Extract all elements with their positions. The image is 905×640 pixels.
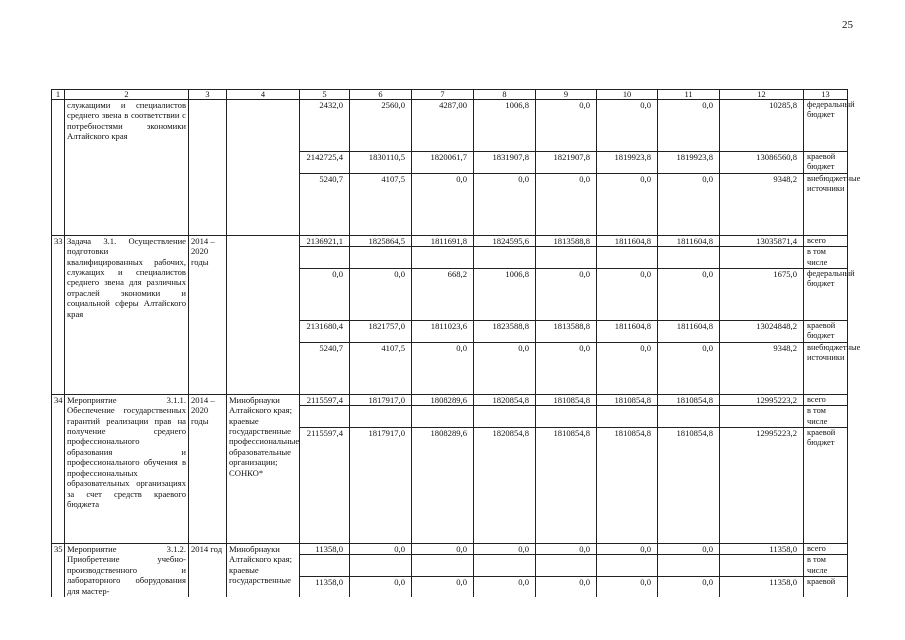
value-cell: 1823588,8 (474, 321, 536, 343)
table-row (52, 100, 848, 152)
value-cell: 5240,7 (300, 173, 350, 235)
value-cell (300, 247, 350, 269)
value-cell: 1810854,8 (536, 428, 597, 544)
total-cell (720, 406, 804, 428)
value-cell: 1811604,8 (658, 321, 720, 343)
value-cell: 0,0 (474, 577, 536, 597)
value-cell: 0,0 (597, 269, 658, 321)
total-cell (720, 555, 804, 577)
value-cell: 0,0 (658, 173, 720, 235)
value-cell: 0,0 (536, 100, 597, 152)
executor-cell (227, 235, 300, 394)
value-cell: 2142725,4 (300, 152, 350, 174)
page-number: 25 (842, 19, 853, 31)
value-cell: 1006,8 (474, 269, 536, 321)
value-cell: 1810854,8 (597, 394, 658, 405)
item-description: Мероприятие 3.1.2. Приобретение учебно-производственного и лабораторного оборудования для мастер- (65, 544, 189, 597)
value-cell (350, 555, 412, 577)
funding-source: краевой бюджет (804, 321, 848, 343)
value-cell: 0,0 (474, 544, 536, 555)
value-cell: 1810854,8 (658, 394, 720, 405)
value-cell: 1811604,8 (658, 235, 720, 246)
value-cell: 1811604,8 (597, 235, 658, 246)
value-cell: 5240,7 (300, 342, 350, 394)
column-header: 9 (536, 90, 597, 100)
value-cell: 1824595,6 (474, 235, 536, 246)
value-cell (350, 247, 412, 269)
value-cell: 0,0 (597, 173, 658, 235)
value-cell: 1821907,8 (536, 152, 597, 174)
column-header: 10 (597, 90, 658, 100)
budget-table (51, 89, 861, 597)
total-cell: 1675,0 (720, 269, 804, 321)
column-header: 3 (189, 90, 227, 100)
value-cell: 2136921,1 (300, 235, 350, 246)
column-header: 12 (720, 90, 804, 100)
value-cell: 4107,5 (350, 173, 412, 235)
value-cell: 2115597,4 (300, 428, 350, 544)
value-cell: 0,0 (536, 269, 597, 321)
value-cell: 1808289,6 (412, 394, 474, 405)
value-cell: 0,0 (597, 577, 658, 597)
value-cell: 0,0 (536, 173, 597, 235)
value-cell: 0,0 (658, 342, 720, 394)
total-cell: 13086560,8 (720, 152, 804, 174)
value-cell: 0,0 (412, 544, 474, 555)
period-cell: 2014 – 2020 годы (189, 394, 227, 543)
value-cell: 1811604,8 (597, 321, 658, 343)
total-cell: 13024848,2 (720, 321, 804, 343)
value-cell: 1006,8 (474, 100, 536, 152)
funding-source: федеральный бюджет (804, 269, 848, 321)
value-cell (474, 555, 536, 577)
total-cell (720, 247, 804, 269)
column-header: 1 (52, 90, 65, 100)
value-cell: 0,0 (474, 342, 536, 394)
funding-source: краевой бюджет (804, 428, 848, 544)
funding-source: всего (804, 235, 848, 246)
column-header: 11 (658, 90, 720, 100)
value-cell: 0,0 (658, 269, 720, 321)
total-cell: 9348,2 (720, 342, 804, 394)
table-row (52, 394, 848, 405)
funding-source: всего (804, 544, 848, 555)
value-cell (597, 555, 658, 577)
value-cell: 2115597,4 (300, 394, 350, 405)
value-cell: 1831907,8 (474, 152, 536, 174)
period-cell (189, 100, 227, 236)
total-cell: 11358,0 (720, 577, 804, 597)
total-cell: 11358,0 (720, 544, 804, 555)
value-cell: 1817917,0 (350, 428, 412, 544)
value-cell: 1810854,8 (658, 428, 720, 544)
column-header: 5 (300, 90, 350, 100)
value-cell: 0,0 (536, 342, 597, 394)
total-cell: 9348,2 (720, 173, 804, 235)
table-row (52, 544, 848, 555)
value-cell: 1820854,8 (474, 394, 536, 405)
value-cell: 1830110,5 (350, 152, 412, 174)
value-cell (536, 406, 597, 428)
funding-source: всего (804, 394, 848, 405)
funding-source: федеральный бюджет (804, 100, 848, 152)
value-cell: 0,0 (350, 577, 412, 597)
table-row (52, 235, 848, 246)
item-description: Мероприятие 3.1.1. Обеспечение государственных гарантий реализации прав на получение среднего профессионального образования и профессионального обучения в профессиональных образовательных организациях за счет средств краевого бюджета (65, 394, 189, 543)
executor-cell (227, 100, 300, 236)
table-header-row (52, 90, 848, 100)
value-cell: 1811023,6 (412, 321, 474, 343)
value-cell: 1813588,8 (536, 321, 597, 343)
value-cell: 0,0 (412, 577, 474, 597)
value-cell: 0,0 (412, 342, 474, 394)
value-cell: 1819923,8 (597, 152, 658, 174)
value-cell: 0,0 (350, 544, 412, 555)
value-cell (412, 406, 474, 428)
column-header: 13 (804, 90, 848, 100)
value-cell (658, 406, 720, 428)
funding-source: в том числе (804, 555, 848, 577)
funding-source: внебюджетные источники (804, 342, 848, 394)
row-number-cell: 35 (52, 544, 65, 597)
value-cell: 2432,0 (300, 100, 350, 152)
value-cell: 0,0 (597, 544, 658, 555)
funding-source: в том числе (804, 247, 848, 269)
value-cell (350, 406, 412, 428)
value-cell: 0,0 (300, 269, 350, 321)
value-cell (658, 247, 720, 269)
period-cell: 2014 год (189, 544, 227, 597)
total-cell: 12995223,2 (720, 428, 804, 544)
total-cell: 10285,8 (720, 100, 804, 152)
value-cell: 0,0 (474, 173, 536, 235)
value-cell: 1820061,7 (412, 152, 474, 174)
value-cell (597, 406, 658, 428)
funding-source: краевой (804, 577, 848, 597)
value-cell: 4107,5 (350, 342, 412, 394)
value-cell: 0,0 (597, 342, 658, 394)
column-header: 4 (227, 90, 300, 100)
value-cell (300, 406, 350, 428)
item-description: Задача 3.1. Осуществление подготовки квалифицированных рабочих, служащих и специалистов среднего звена для различных отраслей экономики и социальной сферы Алтайского края (65, 235, 189, 394)
value-cell: 1808289,6 (412, 428, 474, 544)
funding-source: в том числе (804, 406, 848, 428)
value-cell: 0,0 (536, 577, 597, 597)
total-cell: 13035871,4 (720, 235, 804, 246)
column-header: 2 (65, 90, 189, 100)
value-cell: 668,2 (412, 269, 474, 321)
value-cell: 2131680,4 (300, 321, 350, 343)
value-cell: 0,0 (658, 577, 720, 597)
value-cell (658, 555, 720, 577)
value-cell: 1817917,0 (350, 394, 412, 405)
value-cell: 1810854,8 (597, 428, 658, 544)
row-number-cell (52, 100, 65, 236)
funding-source: краевой бюджет (804, 152, 848, 174)
value-cell (474, 247, 536, 269)
column-header: 8 (474, 90, 536, 100)
value-cell: 1810854,8 (536, 394, 597, 405)
value-cell: 2560,0 (350, 100, 412, 152)
value-cell (536, 555, 597, 577)
column-header: 6 (350, 90, 412, 100)
row-number-cell: 33 (52, 235, 65, 394)
value-cell: 0,0 (350, 269, 412, 321)
period-cell: 2014 – 2020 годы (189, 235, 227, 394)
value-cell: 4287,00 (412, 100, 474, 152)
value-cell: 1821757,0 (350, 321, 412, 343)
value-cell: 0,0 (597, 100, 658, 152)
total-cell: 12995223,2 (720, 394, 804, 405)
value-cell: 1820854,8 (474, 428, 536, 544)
executor-cell: Минобрнауки Алтайского края; краевые государственные (227, 544, 300, 597)
executor-cell: Минобрнауки Алтайского края; краевые государственные профессиональные образовательные организации; СОНКО* (227, 394, 300, 543)
value-cell: 11358,0 (300, 544, 350, 555)
value-cell: 0,0 (658, 544, 720, 555)
value-cell (412, 555, 474, 577)
value-cell: 0,0 (536, 544, 597, 555)
value-cell: 11358,0 (300, 577, 350, 597)
value-cell: 1819923,8 (658, 152, 720, 174)
value-cell (536, 247, 597, 269)
value-cell: 1813588,8 (536, 235, 597, 246)
value-cell (597, 247, 658, 269)
value-cell (474, 406, 536, 428)
value-cell: 1825864,5 (350, 235, 412, 246)
item-description: служащими и специалистов среднего звена в соответствии с потребностями экономики Алтайского края (65, 100, 189, 236)
value-cell (300, 555, 350, 577)
value-cell (412, 247, 474, 269)
value-cell: 0,0 (412, 173, 474, 235)
value-cell: 0,0 (658, 100, 720, 152)
column-header: 7 (412, 90, 474, 100)
funding-source: внебюджетные источники (804, 173, 848, 235)
value-cell: 1811691,8 (412, 235, 474, 246)
row-number-cell: 34 (52, 394, 65, 543)
